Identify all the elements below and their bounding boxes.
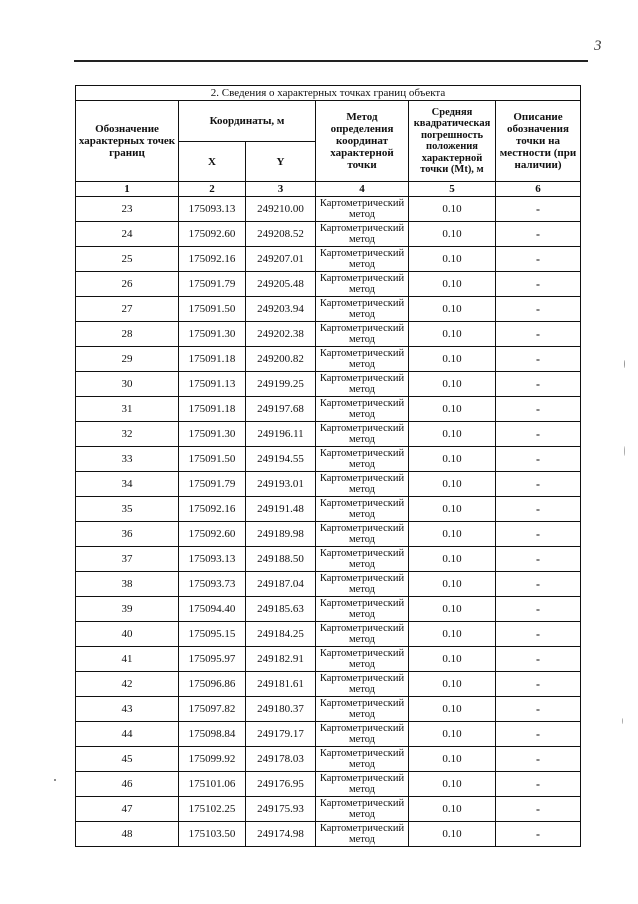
method-cell bbox=[316, 447, 409, 472]
method-line: Картометрический bbox=[319, 248, 405, 259]
method-line: Картометрический bbox=[319, 423, 405, 434]
method-line: метод bbox=[348, 234, 376, 245]
description-cell: - bbox=[496, 497, 581, 522]
error-cell: 0.10 bbox=[409, 722, 496, 747]
method-line: метод bbox=[348, 309, 376, 320]
y-coordinate-cell: 249189.98 bbox=[246, 522, 316, 547]
description-cell: - bbox=[496, 472, 581, 497]
point-cell: 28 bbox=[76, 322, 179, 347]
y-coordinate-cell: 249184.25 bbox=[246, 622, 316, 647]
point-cell: 35 bbox=[76, 497, 179, 522]
table-row bbox=[76, 647, 581, 672]
header-coordinates: Координаты, м bbox=[179, 101, 316, 142]
y-coordinate-cell: 249210.00 bbox=[246, 197, 316, 222]
description-cell: - bbox=[496, 397, 581, 422]
y-coordinate-cell: 249180.37 bbox=[246, 697, 316, 722]
method-line: Картометрический bbox=[319, 523, 405, 534]
x-coordinate-cell: 175099.92 bbox=[179, 747, 246, 772]
description-cell: - bbox=[496, 747, 581, 772]
description-cell: - bbox=[496, 322, 581, 347]
method-cell bbox=[316, 422, 409, 447]
y-coordinate-cell: 249194.55 bbox=[246, 447, 316, 472]
x-coordinate-cell: 175094.40 bbox=[179, 597, 246, 622]
method-line: Картометрический bbox=[319, 823, 405, 834]
table-row bbox=[76, 272, 581, 297]
error-cell: 0.10 bbox=[409, 322, 496, 347]
method-line: Картометрический bbox=[319, 323, 405, 334]
y-coordinate-cell: 249203.94 bbox=[246, 297, 316, 322]
table-row bbox=[76, 597, 581, 622]
x-coordinate-cell: 175091.50 bbox=[179, 447, 246, 472]
x-coordinate-cell: 175091.50 bbox=[179, 297, 246, 322]
y-coordinate-cell: 249181.61 bbox=[246, 672, 316, 697]
method-line: метод bbox=[348, 609, 376, 620]
point-cell: 46 bbox=[76, 772, 179, 797]
error-cell: 0.10 bbox=[409, 547, 496, 572]
x-coordinate-cell: 175092.16 bbox=[179, 497, 246, 522]
header-error: Средняя квадратическая погрешность положения характерной точки (Mt), м bbox=[409, 101, 496, 182]
y-coordinate-cell: 249185.63 bbox=[246, 597, 316, 622]
description-cell: - bbox=[496, 522, 581, 547]
error-cell: 0.10 bbox=[409, 472, 496, 497]
method-line: метод bbox=[348, 484, 376, 495]
table-row bbox=[76, 472, 581, 497]
point-cell: 34 bbox=[76, 472, 179, 497]
point-cell: 45 bbox=[76, 747, 179, 772]
point-cell: 27 bbox=[76, 297, 179, 322]
error-cell: 0.10 bbox=[409, 297, 496, 322]
description-cell: - bbox=[496, 372, 581, 397]
error-cell: 0.10 bbox=[409, 272, 496, 297]
method-line: Картометрический bbox=[319, 773, 405, 784]
method-line: Картометрический bbox=[319, 648, 405, 659]
scan-speck bbox=[624, 360, 625, 368]
method-line: метод bbox=[348, 809, 376, 820]
method-cell bbox=[316, 722, 409, 747]
method-line: метод bbox=[348, 384, 376, 395]
point-cell: 40 bbox=[76, 622, 179, 647]
table-row bbox=[76, 297, 581, 322]
page-number: 3 bbox=[594, 38, 602, 54]
description-cell: - bbox=[496, 772, 581, 797]
method-line: метод bbox=[348, 334, 376, 345]
description-cell: - bbox=[496, 222, 581, 247]
x-coordinate-cell: 175091.30 bbox=[179, 422, 246, 447]
point-cell: 29 bbox=[76, 347, 179, 372]
method-line: метод bbox=[348, 734, 376, 745]
table-row bbox=[76, 672, 581, 697]
description-cell: - bbox=[496, 822, 581, 847]
method-line: метод bbox=[348, 759, 376, 770]
method-line: метод bbox=[348, 634, 376, 645]
method-line: метод bbox=[348, 359, 376, 370]
table-row bbox=[76, 747, 581, 772]
error-cell: 0.10 bbox=[409, 347, 496, 372]
method-line: метод bbox=[348, 584, 376, 595]
table-row bbox=[76, 247, 581, 272]
point-cell: 30 bbox=[76, 372, 179, 397]
point-cell: 48 bbox=[76, 822, 179, 847]
method-line: метод bbox=[348, 784, 376, 795]
description-cell: - bbox=[496, 597, 581, 622]
method-cell bbox=[316, 397, 409, 422]
method-cell bbox=[316, 372, 409, 397]
table-row bbox=[76, 422, 581, 447]
method-line: метод bbox=[348, 559, 376, 570]
point-cell: 44 bbox=[76, 722, 179, 747]
error-cell: 0.10 bbox=[409, 422, 496, 447]
method-line: Картометрический bbox=[319, 373, 405, 384]
table-row bbox=[76, 222, 581, 247]
method-line: метод bbox=[348, 509, 376, 520]
table-row bbox=[76, 322, 581, 347]
point-cell: 24 bbox=[76, 222, 179, 247]
x-coordinate-cell: 175092.60 bbox=[179, 522, 246, 547]
x-coordinate-cell: 175095.15 bbox=[179, 622, 246, 647]
column-number: 4 bbox=[316, 182, 409, 197]
point-cell: 36 bbox=[76, 522, 179, 547]
description-cell: - bbox=[496, 622, 581, 647]
header-method: Метод определения координат характерной точки bbox=[316, 101, 409, 182]
description-cell: - bbox=[496, 247, 581, 272]
scan-speck bbox=[54, 779, 56, 781]
method-line: метод bbox=[348, 534, 376, 545]
header-point: Обозначение характерных точек границ bbox=[76, 101, 179, 182]
header-x: X bbox=[179, 142, 246, 182]
error-cell: 0.10 bbox=[409, 522, 496, 547]
description-cell: - bbox=[496, 697, 581, 722]
table-row bbox=[76, 497, 581, 522]
method-cell bbox=[316, 522, 409, 547]
scan-speck bbox=[622, 718, 623, 724]
point-cell: 47 bbox=[76, 797, 179, 822]
point-cell: 32 bbox=[76, 422, 179, 447]
description-cell: - bbox=[496, 422, 581, 447]
error-cell: 0.10 bbox=[409, 772, 496, 797]
description-cell: - bbox=[496, 197, 581, 222]
method-cell bbox=[316, 222, 409, 247]
table-row bbox=[76, 347, 581, 372]
method-line: Картометрический bbox=[319, 223, 405, 234]
table-row bbox=[76, 622, 581, 647]
table-row bbox=[76, 572, 581, 597]
y-coordinate-cell: 249188.50 bbox=[246, 547, 316, 572]
x-coordinate-cell: 175093.13 bbox=[179, 197, 246, 222]
header-description: Описание обозначения точки на местности (при наличии) bbox=[496, 101, 581, 182]
point-cell: 33 bbox=[76, 447, 179, 472]
x-coordinate-cell: 175102.25 bbox=[179, 797, 246, 822]
header-rule bbox=[74, 60, 588, 62]
method-line: Картометрический bbox=[319, 473, 405, 484]
method-cell bbox=[316, 822, 409, 847]
y-coordinate-cell: 249208.52 bbox=[246, 222, 316, 247]
point-cell: 43 bbox=[76, 697, 179, 722]
point-cell: 42 bbox=[76, 672, 179, 697]
method-cell bbox=[316, 622, 409, 647]
error-cell: 0.10 bbox=[409, 597, 496, 622]
method-line: метод bbox=[348, 834, 376, 845]
description-cell: - bbox=[496, 647, 581, 672]
method-cell bbox=[316, 197, 409, 222]
y-coordinate-cell: 249197.68 bbox=[246, 397, 316, 422]
table-row bbox=[76, 547, 581, 572]
x-coordinate-cell: 175091.18 bbox=[179, 347, 246, 372]
error-cell: 0.10 bbox=[409, 797, 496, 822]
description-cell: - bbox=[496, 447, 581, 472]
method-line: метод bbox=[348, 684, 376, 695]
x-coordinate-cell: 175093.73 bbox=[179, 572, 246, 597]
method-line: метод bbox=[348, 659, 376, 670]
error-cell: 0.10 bbox=[409, 697, 496, 722]
method-line: метод bbox=[348, 434, 376, 445]
method-line: Картометрический bbox=[319, 673, 405, 684]
description-cell: - bbox=[496, 347, 581, 372]
point-cell: 38 bbox=[76, 572, 179, 597]
error-cell: 0.10 bbox=[409, 497, 496, 522]
description-cell: - bbox=[496, 722, 581, 747]
column-number: 3 bbox=[246, 182, 316, 197]
method-cell bbox=[316, 472, 409, 497]
method-line: метод bbox=[348, 409, 376, 420]
x-coordinate-cell: 175091.13 bbox=[179, 372, 246, 397]
method-cell bbox=[316, 272, 409, 297]
method-cell bbox=[316, 497, 409, 522]
method-line: Картометрический bbox=[319, 598, 405, 609]
method-line: Картометрический bbox=[319, 698, 405, 709]
column-number: 5 bbox=[409, 182, 496, 197]
column-number: 1 bbox=[76, 182, 179, 197]
point-cell: 23 bbox=[76, 197, 179, 222]
y-coordinate-cell: 249175.93 bbox=[246, 797, 316, 822]
description-cell: - bbox=[496, 272, 581, 297]
y-coordinate-cell: 249176.95 bbox=[246, 772, 316, 797]
method-cell bbox=[316, 747, 409, 772]
table-row bbox=[76, 797, 581, 822]
method-line: метод bbox=[348, 459, 376, 470]
scan-speck bbox=[624, 446, 625, 456]
method-cell bbox=[316, 247, 409, 272]
x-coordinate-cell: 175097.82 bbox=[179, 697, 246, 722]
x-coordinate-cell: 175101.06 bbox=[179, 772, 246, 797]
point-cell: 31 bbox=[76, 397, 179, 422]
error-cell: 0.10 bbox=[409, 572, 496, 597]
table-row bbox=[76, 447, 581, 472]
x-coordinate-cell: 175091.18 bbox=[179, 397, 246, 422]
x-coordinate-cell: 175091.79 bbox=[179, 472, 246, 497]
y-coordinate-cell: 249178.03 bbox=[246, 747, 316, 772]
table-row bbox=[76, 772, 581, 797]
method-line: Картометрический bbox=[319, 298, 405, 309]
y-coordinate-cell: 249207.01 bbox=[246, 247, 316, 272]
table-row bbox=[76, 372, 581, 397]
method-line: Картометрический bbox=[319, 398, 405, 409]
method-cell bbox=[316, 597, 409, 622]
method-line: Картометрический bbox=[319, 273, 405, 284]
x-coordinate-cell: 175092.16 bbox=[179, 247, 246, 272]
method-cell bbox=[316, 647, 409, 672]
y-coordinate-cell: 249182.91 bbox=[246, 647, 316, 672]
method-line: Картометрический bbox=[319, 798, 405, 809]
error-cell: 0.10 bbox=[409, 447, 496, 472]
boundary-points-table bbox=[75, 85, 581, 847]
description-cell: - bbox=[496, 572, 581, 597]
method-cell bbox=[316, 572, 409, 597]
x-coordinate-cell: 175098.84 bbox=[179, 722, 246, 747]
point-cell: 26 bbox=[76, 272, 179, 297]
table-row bbox=[76, 397, 581, 422]
method-cell bbox=[316, 797, 409, 822]
method-cell bbox=[316, 547, 409, 572]
y-coordinate-cell: 249200.82 bbox=[246, 347, 316, 372]
method-line: Картометрический bbox=[319, 548, 405, 559]
section-title: 2. Сведения о характерных точках границ объекта bbox=[76, 86, 581, 101]
header-y: Y bbox=[246, 142, 316, 182]
error-cell: 0.10 bbox=[409, 397, 496, 422]
method-line: метод bbox=[348, 209, 376, 220]
column-number: 6 bbox=[496, 182, 581, 197]
method-line: Картометрический bbox=[319, 573, 405, 584]
error-cell: 0.10 bbox=[409, 372, 496, 397]
method-line: Картометрический bbox=[319, 348, 405, 359]
method-line: Картометрический bbox=[319, 723, 405, 734]
error-cell: 0.10 bbox=[409, 197, 496, 222]
x-coordinate-cell: 175093.13 bbox=[179, 547, 246, 572]
x-coordinate-cell: 175103.50 bbox=[179, 822, 246, 847]
method-cell bbox=[316, 672, 409, 697]
error-cell: 0.10 bbox=[409, 672, 496, 697]
error-cell: 0.10 bbox=[409, 622, 496, 647]
method-line: Картометрический bbox=[319, 748, 405, 759]
column-number: 2 bbox=[179, 182, 246, 197]
y-coordinate-cell: 249174.98 bbox=[246, 822, 316, 847]
method-cell bbox=[316, 322, 409, 347]
y-coordinate-cell: 249191.48 bbox=[246, 497, 316, 522]
method-line: Картометрический bbox=[319, 623, 405, 634]
table-row bbox=[76, 722, 581, 747]
error-cell: 0.10 bbox=[409, 747, 496, 772]
error-cell: 0.10 bbox=[409, 822, 496, 847]
y-coordinate-cell: 249193.01 bbox=[246, 472, 316, 497]
description-cell: - bbox=[496, 297, 581, 322]
error-cell: 0.10 bbox=[409, 647, 496, 672]
y-coordinate-cell: 249199.25 bbox=[246, 372, 316, 397]
description-cell: - bbox=[496, 547, 581, 572]
x-coordinate-cell: 175095.97 bbox=[179, 647, 246, 672]
y-coordinate-cell: 249196.11 bbox=[246, 422, 316, 447]
error-cell: 0.10 bbox=[409, 222, 496, 247]
method-line: метод bbox=[348, 709, 376, 720]
method-cell bbox=[316, 347, 409, 372]
y-coordinate-cell: 249187.04 bbox=[246, 572, 316, 597]
description-cell: - bbox=[496, 672, 581, 697]
x-coordinate-cell: 175091.79 bbox=[179, 272, 246, 297]
table-row bbox=[76, 822, 581, 847]
method-line: Картометрический bbox=[319, 198, 405, 209]
method-line: метод bbox=[348, 284, 376, 295]
method-line: Картометрический bbox=[319, 498, 405, 509]
point-cell: 41 bbox=[76, 647, 179, 672]
point-cell: 39 bbox=[76, 597, 179, 622]
method-cell bbox=[316, 697, 409, 722]
table-row bbox=[76, 197, 581, 222]
y-coordinate-cell: 249179.17 bbox=[246, 722, 316, 747]
point-cell: 37 bbox=[76, 547, 179, 572]
method-line: Картометрический bbox=[319, 448, 405, 459]
method-cell bbox=[316, 297, 409, 322]
x-coordinate-cell: 175096.86 bbox=[179, 672, 246, 697]
description-cell: - bbox=[496, 797, 581, 822]
table-row bbox=[76, 697, 581, 722]
method-line: метод bbox=[348, 259, 376, 270]
error-cell: 0.10 bbox=[409, 247, 496, 272]
point-cell: 25 bbox=[76, 247, 179, 272]
y-coordinate-cell: 249202.38 bbox=[246, 322, 316, 347]
y-coordinate-cell: 249205.48 bbox=[246, 272, 316, 297]
x-coordinate-cell: 175091.30 bbox=[179, 322, 246, 347]
x-coordinate-cell: 175092.60 bbox=[179, 222, 246, 247]
table-row bbox=[76, 522, 581, 547]
method-cell bbox=[316, 772, 409, 797]
